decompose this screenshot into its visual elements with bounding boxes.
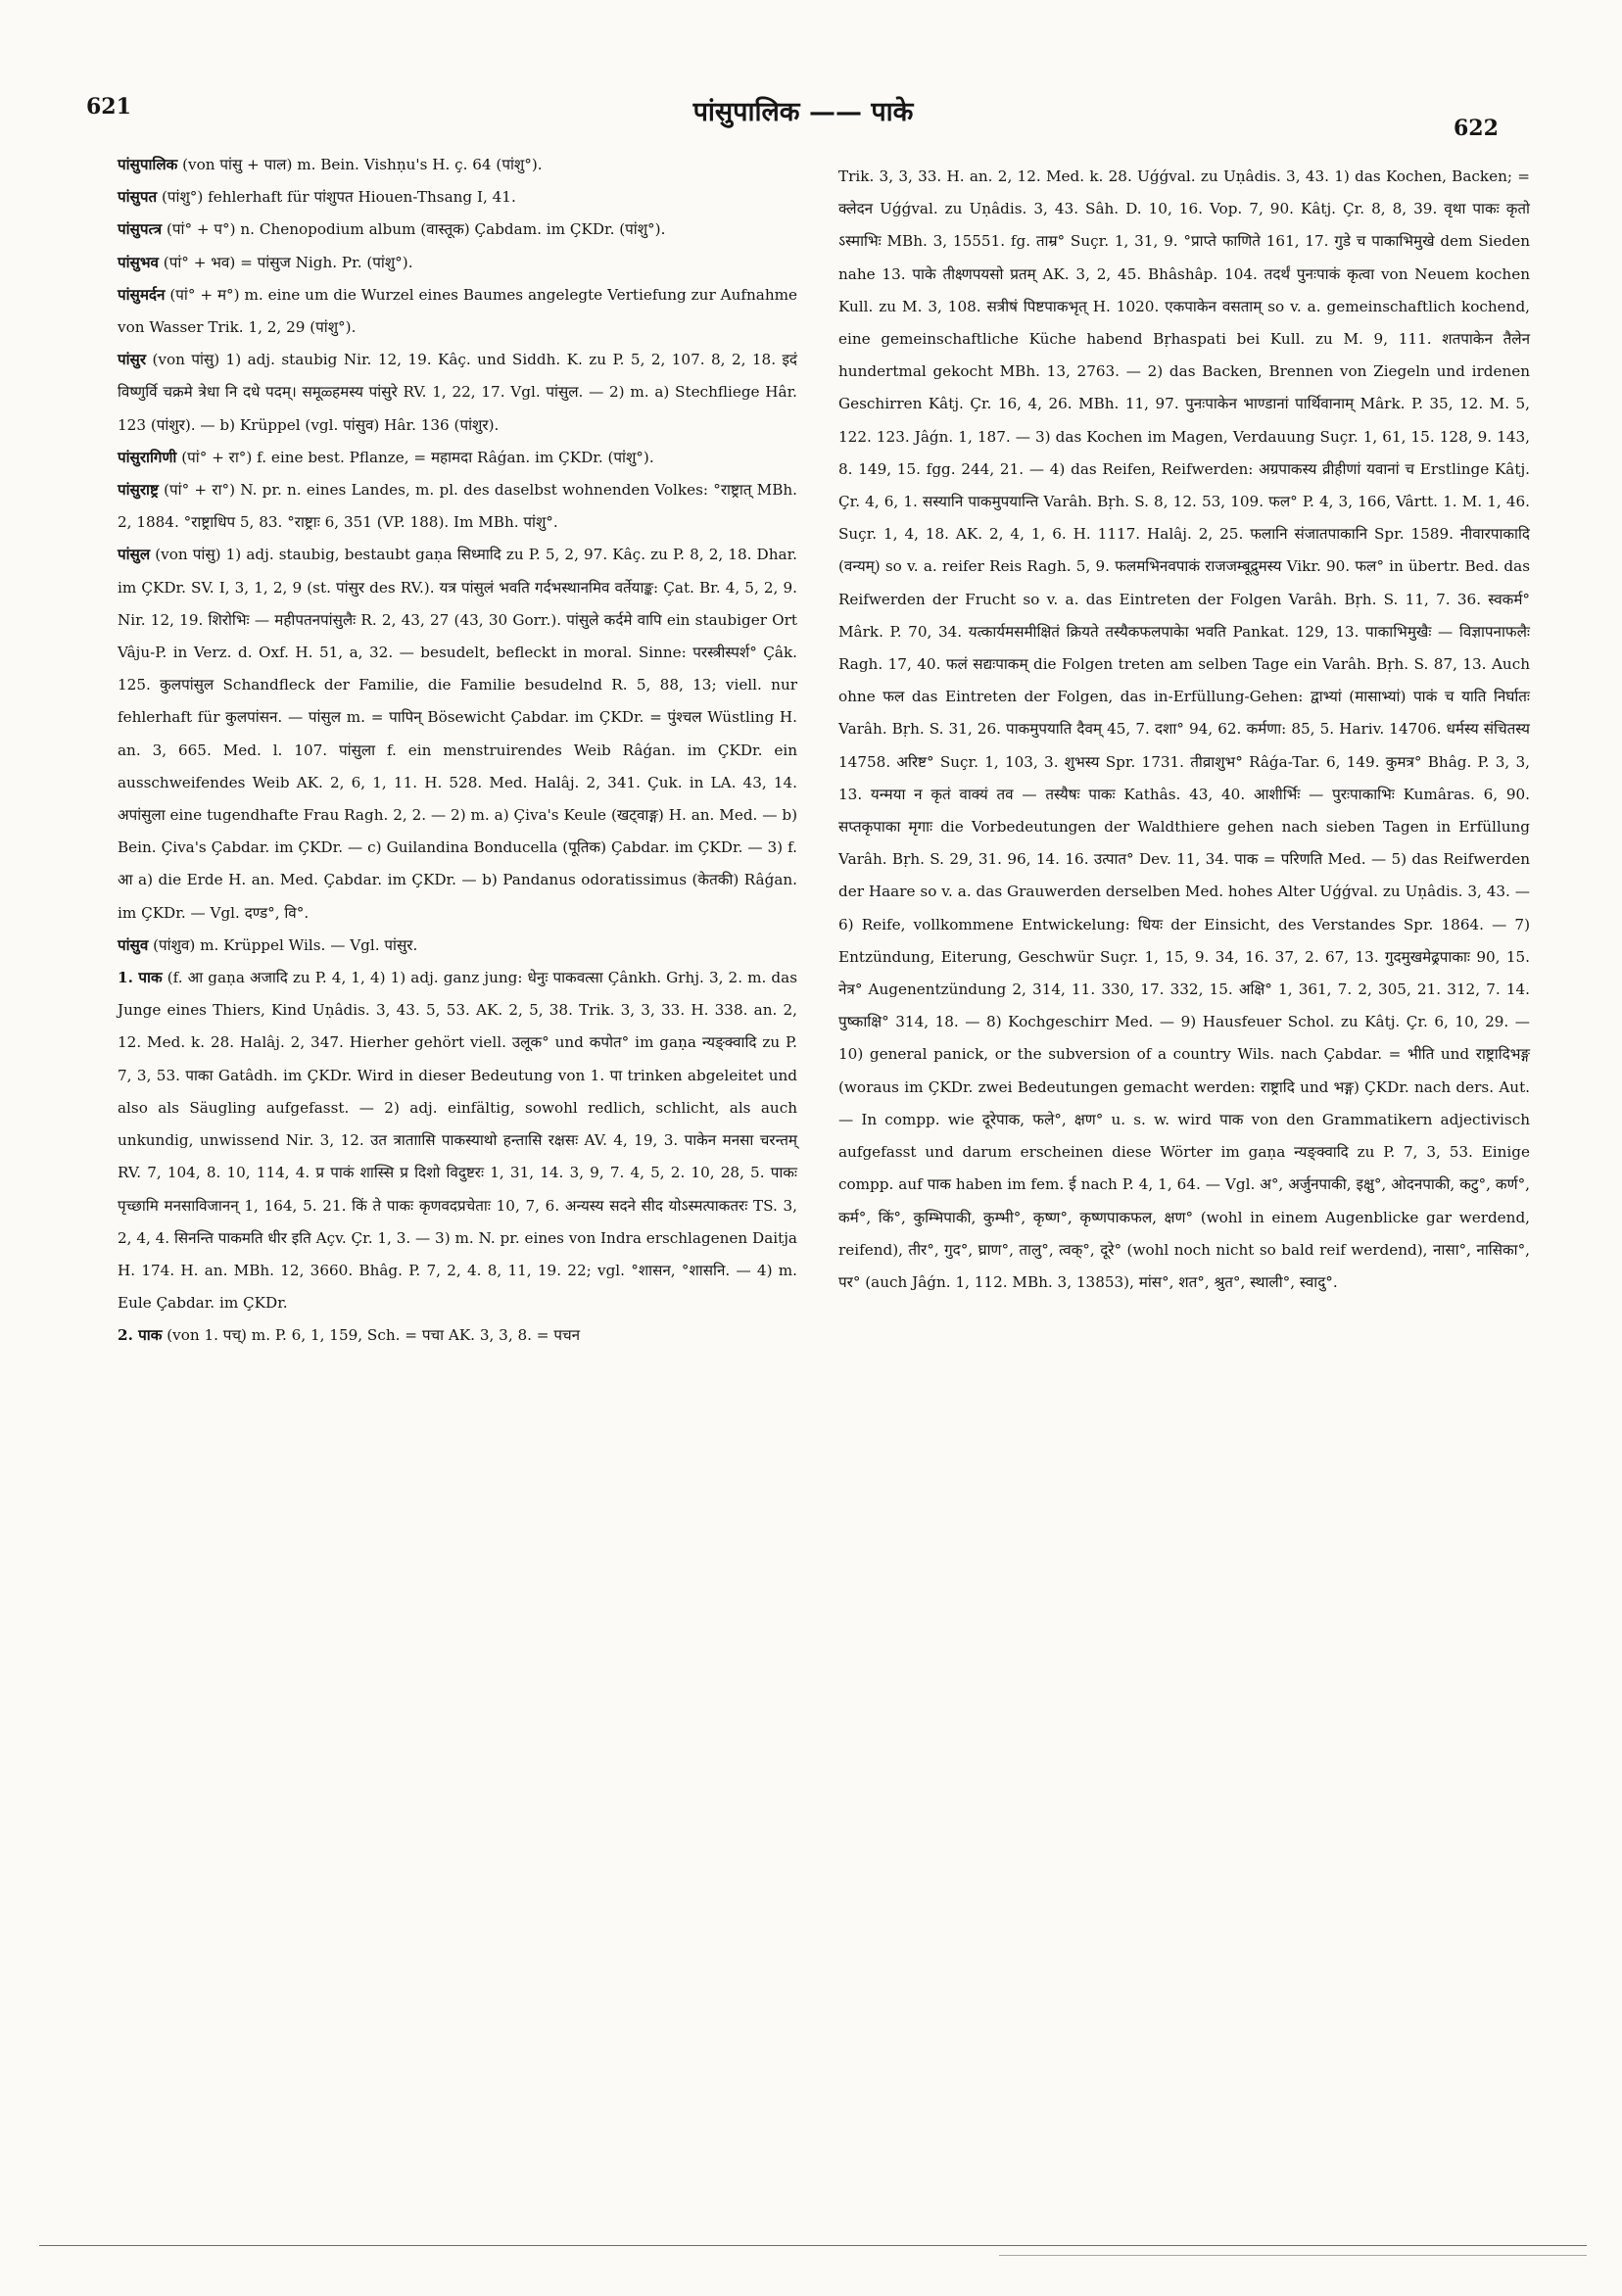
dictionary-entry [118, 1319, 797, 1352]
dictionary-entry [118, 279, 797, 344]
bottom-rule [39, 2245, 1587, 2246]
entry-text: (f. आ gaṇa अजादि zu P. 4, 1, 4) 1) adj. ganz jung: धेनुः पाकवत्सा Çânkh. Grhj. 3, 2. m. das Junge eines Thiers, Kind Uṇâdis. 3, 43. 5, 53. AK. 2, 5, 38. Trik. 3, 3, 33. H. 338. an. 2, 12. Med. k. 28. Halâj. 2, 347. Hierher gehört viell. उलूक° und कपोत° im gaṇa न्यङ्क्वादि zu P. 7, 3, 53. पाका Gatâdh. im ÇKDr. Wird in dieser Bedeutung von 1. पा trinken abgeleitet und also als Säugling aufgefasst. — 2) adj. einfältig, sowohl redlich, schlicht, als auch unkundig, unwissend Nir. 3, 12. उत त्राताासि पाकस्याथो हन्तासि रक्षसः AV. 4, 19, 3. पाकेन मनसा चरन्तम् RV. 7, 104, 8. 10, 114, 4. प्र पाकं शास्सि प्र दिशो विदुष्टरः 1, 31, 14. 3, 9, 7. 4, 5, 2. 10, 28, 5. पाकः पृच्छामि मनसाविजानन् 1, 164, 5. 21. किं ते पाकः कृणवदप्रचेताः 10, 7, 6. अन्यस्य सदने सीद योऽस्मत्पाकतरः TS. 3, 2, 4, 4. सिनन्ति पाकमति धीर इति Açv. Çr. 1, 3. — 3) m. N. pr. eines von Indra erschlagenen Daitja H. 174. H. an. MBh. 12, 3660. Bhâg. P. 7, 2, 4. 8, 11, 19. 22; vgl. °शासन, °शासनि. — 4) m. Eule Çabdar. im ÇKDr. [118, 969, 797, 1313]
dictionary-entry [838, 161, 1530, 1299]
entry-text: (von 1. पच्) m. P. 6, 1, 159, Sch. = पचा AK. 3, 3, 8. = पचन [167, 1326, 581, 1345]
entry-text: (पां° + म°) m. eine um die Wurzel eines Baumes angelegte Vertiefung zur Aufnahme von Wasser Trik. 1, 2, 29 (पांशु°). [118, 285, 798, 337]
entry-headword: 1. पाक [118, 969, 163, 987]
left-column [118, 149, 797, 1353]
entry-headword: 2. पाक [118, 1326, 163, 1345]
entry-text: (पां° + रा°) N. pr. n. eines Landes, m. pl. des daselbst wohnenden Volkes: °राष्ट्रात् MBh. 2, 1884. °राष्ट्राधिप 5, 83. °राष्ट्राः 6, 351 (VP. 188). Im MBh. पांशु°. [118, 481, 798, 532]
right-column [838, 161, 1530, 1299]
entry-headword: पांसुर [118, 351, 147, 369]
dictionary-entry [118, 344, 797, 442]
entry-text: (von पांसु + पाल) m. Bein. Vishṇu's H. ç. 64 (पांशु°). [182, 156, 543, 173]
entry-text: (von पांसु) 1) adj. staubig, bestaubt gaṇa सिध्मादि zu P. 5, 2, 97. Kâç. zu P. 8, 2, 18. Dhar. im ÇKDr. SV. I, 3, 1, 2, 9 (st. पांसुर des RV.). यत्र पांसुलं भवति गर्दभस्थानमिव वर्तेयाङ्क: Çat. Br. 4, 5, 2, 9. Nir. 12, 19. शिरोभिः — महीपतनपांसुलैः R. 2, 43, 27 (43, 30 Gorr.). पांसुले कर्दमे वापि ein staubiger Ort Vâju-P. in Verz. d. Oxf. H. 51, a, 32. — besudelt, befleckt in moral. Sinne: परस्त्रीस्पर्श° Çâk. 125. कुलपांसुल Schandfleck der Familie, die Familie besudelnd R. 5, 88, 13; viell. nur fehlerhaft für कुलपांसन. — पांसुल m. = पापिन् Bösewicht Çabdar. im ÇKDr. = पुंश्चल Wüstling H. an. 3, 665. Med. l. 107. पांसुला f. ein menstruirendes Weib Râǵan. im ÇKDr. ein ausschweifendes Weib AK. 2, 6, 1, 11. H. 528. Med. Halâj. 2, 341. Çuk. in LA. 43, 14. अपांसुला eine tugendhafte Frau Ragh. 2, 2. — 2) m. a) Çiva's Keule (खट्वाङ्ग) H. an. Med. — b) Bein. Çiva's Çabdar. im ÇKDr. — c) Guilandina Bonducella (पूतिक) Çabdar. im ÇKDr. — 3) f. आ a) die Erde H. an. Med. Çabdar. im ÇKDr. — b) Pandanus odoratissimus (केतकी) Râǵan. im ÇKDr. — Vgl. दण्ड°, वि°. [118, 546, 797, 922]
page-number-right: 622 [1454, 116, 1499, 141]
entry-headword: पांसुपत [118, 188, 158, 207]
entry-headword: पांसुरागिणी [118, 448, 177, 466]
entry-text: (पां° + प°) n. Chenopodium album (वास्तूक) Çabdam. im ÇKDr. (पांशु°). [166, 220, 666, 239]
running-head: पांसुपालिक —— पाके [692, 97, 914, 127]
dictionary-entry [118, 442, 797, 474]
dictionary-entry [118, 962, 797, 1319]
entry-text: (पां° + रा°) f. eine best. Pflanze, = महामदा Râǵan. im ÇKDr. (पांशु°). [181, 448, 654, 466]
entry-headword: पांसुपालिक [118, 156, 178, 173]
entry-headword: पांसुमर्दन [118, 285, 166, 304]
dictionary-entry [118, 247, 797, 279]
dictionary-entry [118, 214, 797, 246]
dictionary-entry [118, 930, 797, 962]
dictionary-entry [118, 539, 797, 929]
entry-headword: पांसुभव [118, 253, 159, 271]
dictionary-entry [118, 474, 797, 539]
dictionary-entry [118, 181, 797, 214]
entry-text: (पांशु°) fehlerhaft für पांशुपत Hiouen-Thsang I, 41. [161, 188, 516, 207]
entry-headword: पांसुराष्ट्र [118, 481, 159, 500]
entry-text: Trik. 3, 3, 33. H. an. 2, 12. Med. k. 28. Uǵǵval. zu Uṇâdis. 3, 43. 1) das Kochen, Backen; = क्लेदन Uǵǵval. zu Uṇâdis. 3, 43. Sâh. D. 10, 16. Vop. 7, 90. Kâtj. Çr. 8, 8, 39. वृथा पाकः कृतो ऽस्माभिः MBh. 3, 15551. fg. ताम्र° Suçr. 1, 31, 9. °प्राप्ते फाणिते 161, 17. गुडे च पाकाभिमुखे dem Sieden nahe 13. पाके तीक्ष्णपयसो प्रतम् AK. 3, 2, 45. Bhâshâp. 104. तदर्थं पुनःपाकं कृत्वा von Neuem kochen Kull. zu M. 3, 108. सत्रीषं पिष्टपाकभृत् H. 1020. एकपाकेन वसताम् so v. a. gemeinschaftlich kochend, eine gemeinschaftliche Küche habend Bṛhaspati bei Kull. zu M. 9, 111. शतपाकेन तैलेन hundertmal gekocht MBh. 13, 2763. — 2) das Backen, Brennen von Ziegeln und irdenen Geschirren Kâtj. Çr. 16, 4, 26. MBh. 11, 97. पुनःपाकेन भाण्डानां पार्थिवानाम् Mârk. P. 35, 12. M. 5, 122. 123. Jâǵn. 1, 187. — 3) das Kochen im Magen, Verdauung Suçr. 1, 61, 15. 128, 9. 143, 8. 149, 15. fgg. 244, 21. — 4) das Reifen, Reifwerden: अग्रपाकस्य व्रीहीणां यवानां च Erstlinge Kâtj. Çr. 4, 6, 1. सस्यानि पाकमुपयान्ति Varâh. Bṛh. S. 8, 12. 53, 109. फल° P. 4, 3, 166, Vârtt. 1. M. 1, 46. Suçr. 1, 4, 18. AK. 2, 4, 1, 6. H. 1117. Halâj. 2, 25. फलानि संजातपाकानि Spr. 1589. नीवारपाकादि (वन्यम्) so v. a. reifer Reis Ragh. 5, 9. फलमभिनवपाकं राजजम्बूद्रुमस्य Vikr. 90. फल° in übertr. Bed. das Reifwerden der Frucht so v. a. das Eintreten der Folgen Varâh. Bṛh. S. 11, 7. 36. स्वकर्म° Mârk. P. 70, 34. यत्कार्यमसमीक्षितं क्रियते तस्यैकफलपाकेा भवति Pankat. 129, 13. पाकाभिमुखैः — विज्ञापनाफलैः Ragh. 17, 40. फलं सद्यःपाकम् die Folgen treten am selben Tage ein Varâh. Bṛh. S. 87, 13. Auch ohne फल das Eintreten der Folgen, das in-Erfüllung-Gehen: द्वाभ्यां (मासाभ्यां) पाकं च याति निर्घातः Varâh. Bṛh. S. 31, 26. पाकमुपयाति दैवम् 45, 7. दशा° 94, 62. कर्मणा: 85, 5. Hariv. 14706. धर्मस्य संचितस्य 14758. अरिष्ट° Suçr. 1, 103, 3. शुभस्य Spr. 1731. तीव्राशुभ° Râǵa-Tar. 6, 149. कुमत्र° Bhâg. P. 3, 3, 13. यन्मया न कृतं वाक्यं तव — तस्यैषः पाकः Kathâs. 43, 40. आशीर्भिः — पुरःपाकाभिः Kumâras. 6, 90. सप्तकृपाका मृगाः die Vorbedeutungen der Waldthiere gehen nach sieben Tagen in Erfüllung Varâh. Bṛh. S. 29, 31. 96, 14. 16. उत्पात° Dev. 11, 34. पाक = परिणति Med. — 5) das Reifwerden der Haare so v. a. das Grauwerden derselben Med. hohes Alter Uǵǵval. zu Uṇâdis. 3, 43. — 6) Reife, vollkommene Entwickelung: धियः der Einsicht, des Verstandes Spr. 1864. — 7) Entzündung, Eiterung, Geschwür Suçr. 1, 15, 9. 34, 16. 37, 2. 67, 13. गुदमुखमेढ्रपाकाः 90, 15. नेत्र° Augenentzündung 2, 314, 11. 330, 17. 332, 15. अक्षि° 1, 361, 7. 2, 305, 21. 312, 7. 14. पुष्काक्षि° 314, 18. — 8) Kochgeschirr Med. — 9) Hausfeuer Schol. zu Kâtj. Çr. 6, 10, 29. — 10) general panick, or the subversion of a country Wils. nach Çabdar. = भीति und राष्ट्रादिभङ्ग (woraus im ÇKDr. zwei Bedeutungen gemacht werden: राष्ट्रादि und भङ्ग) ÇKDr. nach ders. Aut. — In compp. wie दूरेपाक, फले°, क्षण° u. s. w. wird पाक von den Grammatikern adjectivisch aufgefasst und darum erscheinen diese Wörter im gaṇa न्यङ्क्वादि zu P. 7, 3, 53. Einige compp. auf पाक haben im fem. ई nach P. 4, 1, 64. — Vgl. अ°, अर्जुनपाकी, इक्षु°, ओदनपाकी, कटु°, कर्ण°, कर्म°, किं°, कुम्भिपाकी, कुम्भी°, कृष्ण°, कृष्णपाकफल, क्षण° (wohl in einem Augenblicke gar werdend, reifend), तीर°, गुद°, घ्राण°, तालु°, त्वक्°, दूरे° (wohl noch nicht so bald reif werdend), नासा°, नासिका°, पर° (auch Jâǵn. 1, 112. MBh. 3, 13853), मांस°, शत°, श्रुत°, स्थाली°, स्वादु°. [838, 167, 1530, 1291]
dictionary-entry [118, 149, 797, 181]
entry-headword: पांसुल [118, 546, 151, 564]
entry-headword: पांसुव [118, 935, 149, 954]
entry-text: (von पांसु) 1) adj. staubig Nir. 12, 19. Kâç. und Siddh. K. zu P. 5, 2, 107. 8, 2, 18. इदं विष्णुर्वि चक्रमे त्रेधा नि दधे पदम्। समूळ्हमस्य पांसुरे RV. 1, 22, 17. Vgl. पांसुल. — 2) m. a) Stechfliege Hâr. 123 (पांशुर). — b) Krüppel (vgl. पांसुव) Hâr. 136 (पांशुर). [118, 351, 797, 434]
page-number-left: 621 [86, 94, 131, 120]
entry-headword: पांसुपत्त्र [118, 220, 163, 239]
bottom-rule-secondary [999, 2255, 1587, 2256]
entry-text: (पांशुव) m. Krüppel Wils. — Vgl. पांसुर. [153, 935, 418, 954]
entry-text: (पां° + भव) = पांसुज Nigh. Pr. (पांशु°). [163, 253, 413, 271]
